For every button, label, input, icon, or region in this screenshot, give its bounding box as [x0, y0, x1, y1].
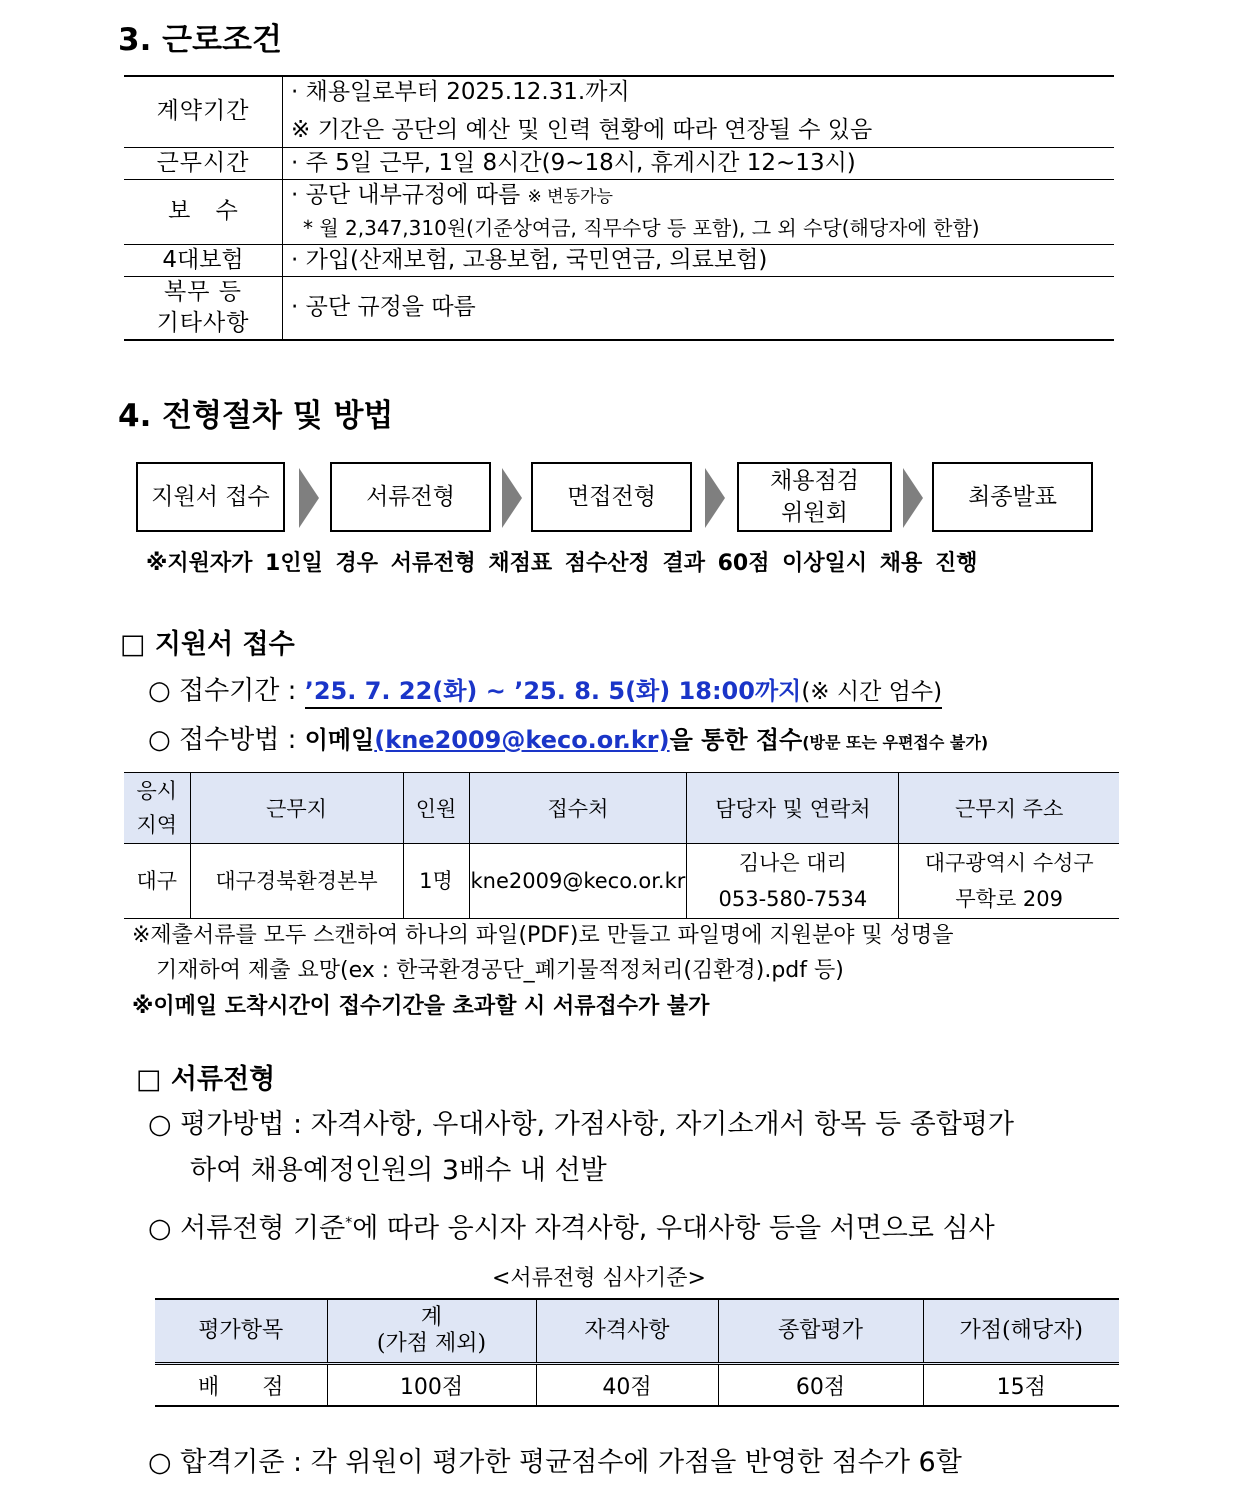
step-line: 위원회 — [781, 500, 848, 526]
table-row — [155, 1364, 1119, 1407]
apply-period — [148, 670, 942, 709]
arrow-right-icon — [705, 468, 725, 528]
doc-method-a: ○ 평가방법 : 자격사항, 우대사항, 가점사항, 자기소개서 항목 등 종합평가 — [148, 1109, 1014, 1140]
cell-score-overall: 60점 — [718, 1364, 923, 1407]
cell-email: kne2009@keco.or.kr — [469, 844, 687, 919]
row-label: 계약기간 — [124, 76, 283, 147]
row-label: 4대보험 — [124, 244, 283, 276]
row-label-line: 복무 등 — [164, 278, 242, 305]
doc-method-b: 하여 채용예정인원의 3배수 내 선발 — [190, 1155, 607, 1186]
doc-criteria-text: 에 따라 응시자 자격사항, 우대사항 등을 서면으로 심사 — [352, 1213, 995, 1244]
section-4-title: 4. 전형절차 및 방법 — [118, 398, 394, 434]
header-total — [327, 1299, 536, 1364]
step-document-screening: 서류전형 — [330, 462, 491, 532]
table-row — [124, 179, 1114, 244]
header-line: 응시 — [136, 779, 178, 803]
apply-note-2: ※이메일 도착시간이 접수기간을 초과할 시 서류접수가 불가 — [132, 994, 710, 1019]
step-final-announcement: 최종발표 — [932, 462, 1093, 532]
apply-period-label: ○ 접수기간 : — [148, 676, 297, 706]
table-row — [124, 147, 1114, 179]
apply-method-label: ○ 접수방법 : — [148, 725, 297, 755]
process-note: ※지원자가 1인일 경우 서류전형 채점표 점수산정 결과 60점 이상일시 채용 진행 — [146, 551, 978, 576]
header-contact: 담당자 및 연락처 — [687, 773, 899, 844]
doc-table-caption: <서류전형 심사기준> — [492, 1266, 706, 1291]
header-item: 평가항목 — [155, 1299, 327, 1364]
cell-count: 1명 — [403, 844, 469, 919]
recruitment-table — [124, 772, 1119, 919]
row-line-text: · 공단 내부규정에 따름 — [291, 181, 521, 208]
cell-score-bonus: 15점 — [923, 1364, 1119, 1407]
cell-region: 대구 — [124, 844, 190, 919]
header-line: 지역 — [136, 813, 178, 837]
doc-criteria — [148, 1206, 995, 1245]
apply-period-underline — [305, 671, 942, 709]
row-line: * 월 2,347,310원(기준상여금, 직무수당 등 포함), 그 외 수당(해당자에 한함) — [303, 215, 980, 240]
row-line-note: ※ 변동가능 — [527, 186, 613, 207]
doc-criteria-star: * — [345, 1215, 353, 1231]
apply-method-note: (방문 또는 우편접수 불가) — [802, 733, 989, 752]
table-row — [124, 76, 1114, 147]
cell-score-label: 배 점 — [155, 1364, 327, 1407]
header-overall: 종합평가 — [718, 1299, 923, 1364]
row-value: · 공단 규정을 따름 — [283, 276, 1115, 340]
apply-note-1a: ※제출서류를 모두 스캔하여 하나의 파일(PDF)로 만들고 파일명에 지원분야 및 성명을 — [132, 923, 954, 948]
row-line: · 채용일로부터 2025.12.31.까지 — [291, 79, 630, 106]
arrow-right-icon — [299, 468, 319, 528]
cell-score-qualification: 40점 — [536, 1364, 718, 1407]
apply-period-note: (※ 시간 엄수) — [801, 679, 943, 705]
cell-contact — [687, 844, 899, 919]
apply-email-link[interactable]: (kne2009@keco.or.kr) — [374, 726, 670, 754]
working-conditions-table — [124, 75, 1114, 341]
row-label — [124, 276, 283, 340]
row-label-line: 기타사항 — [156, 309, 250, 336]
apply-method-prefix: 이메일 — [304, 726, 375, 754]
header-region — [124, 773, 190, 844]
table-row — [124, 244, 1114, 276]
row-value: · 주 5일 근무, 1일 8시간(9~18시, 휴게시간 12~13시) — [283, 147, 1115, 179]
row-line — [291, 180, 1114, 213]
table-row — [124, 276, 1114, 340]
header-receiver: 접수처 — [469, 773, 687, 844]
cell-address — [899, 844, 1119, 919]
apply-heading: □ 지원서 접수 — [120, 629, 295, 660]
table-header-row — [155, 1299, 1119, 1364]
row-label: 근무시간 — [124, 147, 283, 179]
apply-method — [148, 719, 988, 756]
table-row — [124, 844, 1119, 919]
contact-phone: 053-580-7534 — [718, 887, 868, 911]
row-line: ※ 기간은 공단의 예산 및 인력 현황에 따라 연장될 수 있음 — [291, 117, 873, 144]
header-address: 근무지 주소 — [899, 773, 1119, 844]
apply-note-1b: 기재하여 제출 요망(ex : 한국환경공단_폐기물적정처리(김환경).pdf 등) — [156, 958, 844, 983]
arrow-right-icon — [903, 468, 923, 528]
doc-criteria-text: ○ 서류전형 기준 — [148, 1213, 346, 1244]
cell-workplace: 대구경북환경본부 — [190, 844, 403, 919]
arrow-right-icon — [502, 468, 522, 528]
header-bonus: 가점(해당자) — [923, 1299, 1119, 1364]
address-line: 무학로 209 — [955, 887, 1064, 911]
screening-criteria-table — [155, 1298, 1119, 1407]
apply-period-value: ’25. 7. 22(화) ~ ’25. 8. 5(화) 18:00까지 — [304, 677, 802, 705]
step-application: 지원서 접수 — [136, 462, 285, 532]
cell-score-total: 100점 — [327, 1364, 536, 1407]
header-line: (가점 제외) — [376, 1331, 487, 1356]
doc-pass-criteria: ○ 합격기준 : 각 위원이 평가한 평균점수에 가점을 반영한 점수가 6할 — [148, 1447, 962, 1478]
header-workplace: 근무지 — [190, 773, 403, 844]
row-label: 보 수 — [124, 179, 283, 244]
apply-method-suffix: 을 통한 접수 — [669, 726, 803, 754]
table-header-row — [124, 773, 1119, 844]
step-interview: 면접전형 — [531, 462, 692, 532]
header-count: 인원 — [403, 773, 469, 844]
row-value — [283, 76, 1115, 147]
row-value — [283, 179, 1115, 244]
contact-name: 김나은 대리 — [738, 851, 847, 875]
doc-heading: □ 서류전형 — [136, 1064, 276, 1095]
step-line: 채용점검 — [770, 468, 859, 494]
section-3-title: 3. 근로조건 — [118, 22, 282, 58]
step-hiring-committee — [737, 462, 892, 532]
row-value: · 가입(산재보험, 고용보험, 국민연금, 의료보험) — [283, 244, 1115, 276]
address-line: 대구광역시 수성구 — [924, 851, 1094, 875]
header-line: 계 — [420, 1305, 443, 1330]
header-qualification: 자격사항 — [536, 1299, 718, 1364]
